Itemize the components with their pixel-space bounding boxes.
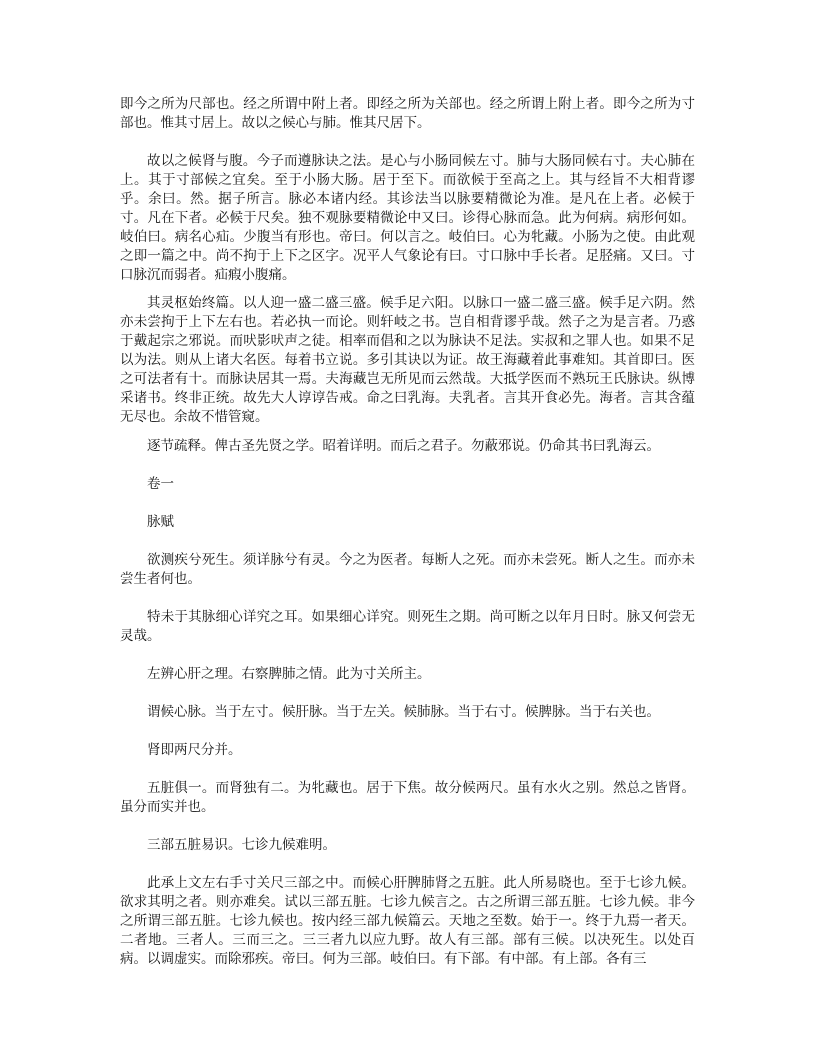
paragraph: 欲测疾兮死生。须详脉兮有灵。今之为医者。每断人之死。而亦未尝死。断人之生。而亦未尝生者何也。 bbox=[120, 552, 695, 587]
paragraph: 故以之候肾与腹。今子而遵脉诀之法。是心与小肠同候左寸。肺与大肠同候右寸。夫心肺在上。其于寸部候之宜矣。至于小肠大肠。居于至下。而欲候于至高之上。其与经旨不大相背谬乎。余曰。然。据子所言。脉必本诸内经。其诊法当以脉要精微论为准。是凡在上者。必候于寸。凡在下者。必候于尺矣。独不观脉要精微论中又曰。诊得心脉而急。此为何病。病形何如。岐伯曰。病名心疝。少腹当有形也。帝曰。何以言之。岐伯曰。心为牝藏。小肠为之使。由此观之即一篇之中。尚不拘于上下之区字。况平人气象论有曰。寸口脉中手长者。足胫痛。又曰。寸口脉沉而弱者。疝瘕小腹痛。 bbox=[120, 153, 695, 283]
paragraph: 其灵枢始终篇。以人迎一盛二盛三盛。候手足六阳。以脉口一盛二盛三盛。候手足六阴。然亦未尝拘于上下左右也。若必执一而论。则轩岐之书。岂自相背谬乎哉。然子之为是言者。乃惑于戴起宗之邪说。而吠影吠声之徒。相率而倡和之以为脉诀不足法。实叔和之罪人也。如果不足以为法。则从上诸大名医。每着书立说。多引其诀以为证。故王海藏着此事难知。其首即曰。医之可法者有十。而脉诀居其一焉。夫海藏岂无所见而云然哉。大抵学医而不熟玩王氏脉诀。纵博采诸书。终非正统。故先大人谆谆告戒。命之曰乳海。夫乳者。言其开食必先。海者。言其含蕴无尽也。余故不惜管窥。 bbox=[120, 295, 695, 425]
paragraph: 三部五脏易识。七诊九候难明。 bbox=[147, 837, 336, 853]
paragraph: 即今之所为尺部也。经之所谓中附上者。即经之所为关部也。经之所谓上附上者。即今之所为寸部也。惟其寸居上。故以之候心与肺。惟其尺居下。 bbox=[120, 96, 695, 131]
volume-heading: 卷一 bbox=[147, 476, 174, 492]
paragraph: 五脏俱一。而肾独有二。为牝藏也。居于下焦。故分候两尺。虽有水火之别。然总之皆肾。虽分而实并也。 bbox=[120, 780, 695, 815]
section-heading: 脉赋 bbox=[147, 514, 174, 530]
paragraph: 特未于其脉细心详究之耳。如果细心详究。则死生之期。尚可断之以年月日时。脉又何尝无灵哉。 bbox=[120, 609, 695, 644]
paragraph: 谓候心脉。当于左寸。候肝脉。当于左关。候肺脉。当于右寸。候脾脉。当于右关也。 bbox=[147, 704, 660, 720]
paragraph: 逐节疏释。俾古圣先贤之学。昭着详明。而后之君子。勿蔽邪说。仍命其书曰乳海云。 bbox=[147, 438, 660, 454]
paragraph: 肾即两尺分并。 bbox=[147, 742, 242, 758]
paragraph: 左辨心肝之理。右察脾肺之情。此为寸关所主。 bbox=[147, 666, 431, 682]
paragraph: 此承上文左右手寸关尺三部之中。而候心肝脾肺肾之五脏。此人所易晓也。至于七诊九候。欲求其明之者。则亦难矣。试以三部五脏。七诊九候言之。古之所谓三部五脏。七诊九候。非今之所谓三部五脏。七诊九候也。按内经三部九候篇云。天地之至数。始于一。终于九焉一者天。二者地。三者人。三而三之。三三者九以应九野。故人有三部。部有三候。以决死生。以处百病。以调虚实。而除邪疾。帝曰。何为三部。岐伯曰。有下部。有中部。有上部。各有三 bbox=[120, 875, 695, 967]
